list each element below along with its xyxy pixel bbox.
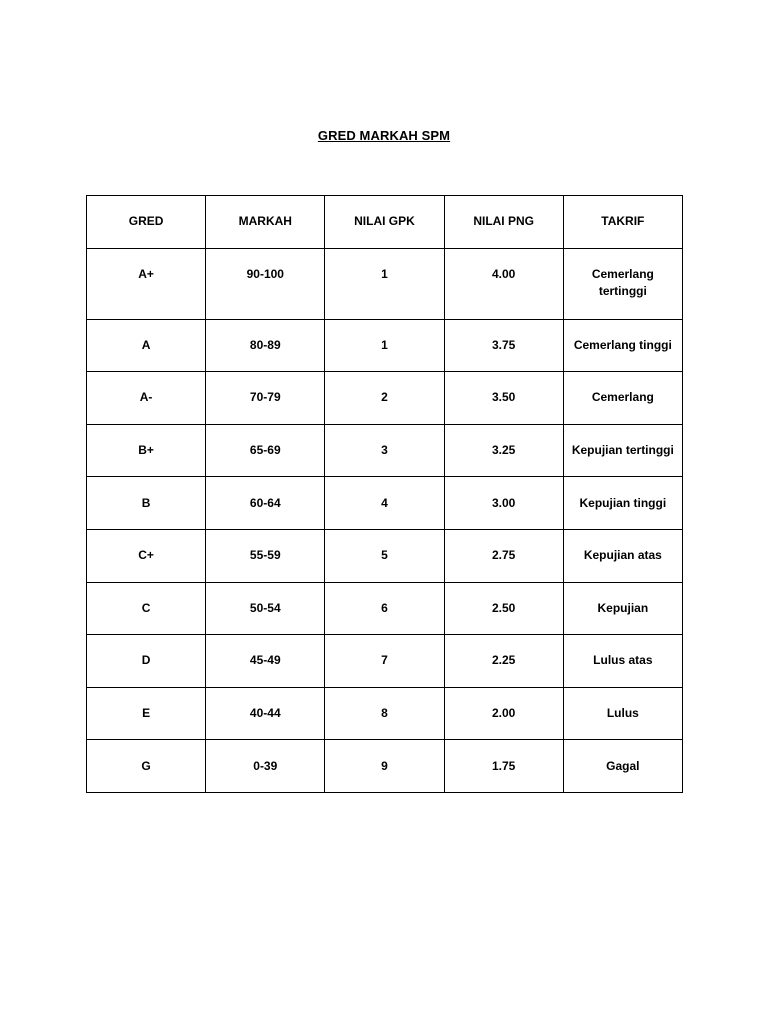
cell-takrif: Lulus atas	[563, 635, 682, 688]
cell-gred: B	[87, 477, 206, 530]
cell-nilai-png: 1.75	[444, 740, 563, 793]
table-row	[87, 582, 683, 635]
cell-nilai-gpk: 7	[325, 635, 444, 688]
table-row	[87, 477, 683, 530]
cell-takrif: Kepujian tertinggi	[563, 424, 682, 477]
cell-gred: A-	[87, 372, 206, 425]
table-header-row	[87, 196, 683, 249]
table-row	[87, 248, 683, 319]
table-row	[87, 529, 683, 582]
page-title: GRED MARKAH SPM	[317, 128, 451, 143]
cell-nilai-png: 3.25	[444, 424, 563, 477]
cell-nilai-gpk: 9	[325, 740, 444, 793]
cell-gred: A	[87, 319, 206, 372]
table-row	[87, 687, 683, 740]
cell-nilai-png: 3.50	[444, 372, 563, 425]
cell-takrif: Cemerlang tertinggi	[563, 248, 682, 319]
cell-takrif: Cemerlang tinggi	[563, 319, 682, 372]
cell-gred: G	[87, 740, 206, 793]
cell-gred: C+	[87, 529, 206, 582]
cell-markah: 40-44	[206, 687, 325, 740]
table-row	[87, 740, 683, 793]
cell-takrif: Kepujian atas	[563, 529, 682, 582]
cell-takrif: Lulus	[563, 687, 682, 740]
cell-gred: A+	[87, 248, 206, 319]
header-gred: GRED	[87, 196, 206, 249]
table-row	[87, 319, 683, 372]
table-row	[87, 635, 683, 688]
cell-nilai-png: 2.00	[444, 687, 563, 740]
header-nilai-png: NILAI PNG	[444, 196, 563, 249]
cell-markah: 60-64	[206, 477, 325, 530]
cell-nilai-gpk: 4	[325, 477, 444, 530]
header-markah: MARKAH	[206, 196, 325, 249]
cell-nilai-png: 2.75	[444, 529, 563, 582]
cell-markah: 65-69	[206, 424, 325, 477]
header-takrif: TAKRIF	[563, 196, 682, 249]
cell-nilai-gpk: 5	[325, 529, 444, 582]
cell-nilai-png: 2.25	[444, 635, 563, 688]
cell-nilai-gpk: 3	[325, 424, 444, 477]
cell-markah: 90-100	[206, 248, 325, 319]
cell-nilai-gpk: 6	[325, 582, 444, 635]
cell-markah: 45-49	[206, 635, 325, 688]
cell-gred: C	[87, 582, 206, 635]
cell-nilai-gpk: 1	[325, 248, 444, 319]
cell-nilai-png: 4.00	[444, 248, 563, 319]
grade-table	[86, 195, 683, 793]
cell-gred: D	[87, 635, 206, 688]
cell-takrif: Kepujian	[563, 582, 682, 635]
cell-markah: 0-39	[206, 740, 325, 793]
cell-takrif: Kepujian tinggi	[563, 477, 682, 530]
table-row	[87, 372, 683, 425]
cell-nilai-png: 3.00	[444, 477, 563, 530]
cell-nilai-png: 3.75	[444, 319, 563, 372]
cell-nilai-gpk: 2	[325, 372, 444, 425]
header-nilai-gpk: NILAI GPK	[325, 196, 444, 249]
cell-gred: B+	[87, 424, 206, 477]
cell-takrif: Cemerlang	[563, 372, 682, 425]
cell-markah: 80-89	[206, 319, 325, 372]
cell-nilai-gpk: 1	[325, 319, 444, 372]
cell-nilai-png: 2.50	[444, 582, 563, 635]
cell-markah: 70-79	[206, 372, 325, 425]
cell-gred: E	[87, 687, 206, 740]
cell-takrif: Gagal	[563, 740, 682, 793]
cell-markah: 50-54	[206, 582, 325, 635]
cell-nilai-gpk: 8	[325, 687, 444, 740]
table-row	[87, 424, 683, 477]
cell-markah: 55-59	[206, 529, 325, 582]
